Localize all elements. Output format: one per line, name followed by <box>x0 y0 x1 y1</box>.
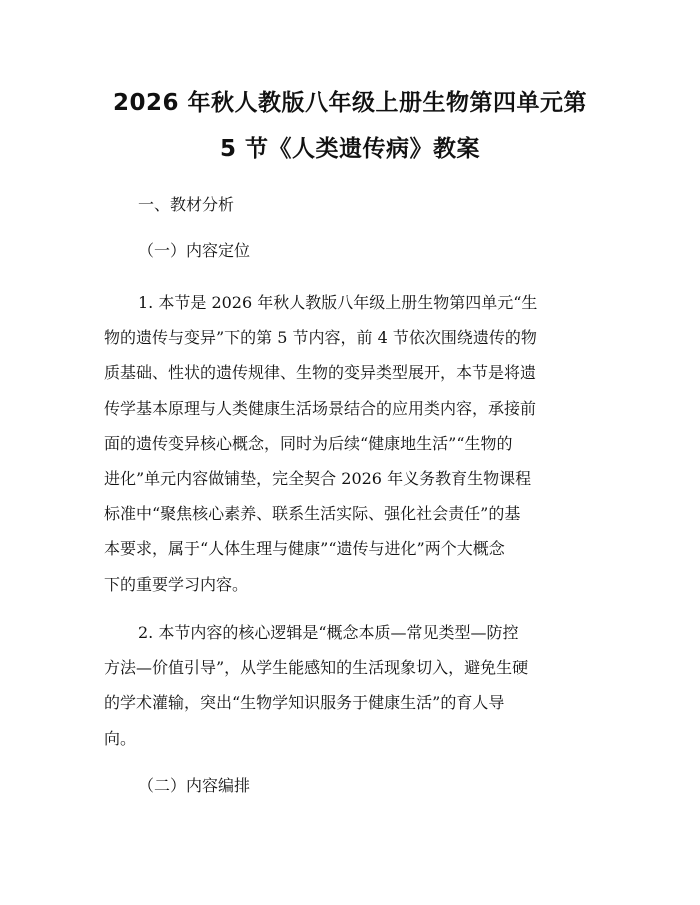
paragraph-1-line: 本要求，属于“人体生理与健康”“遗传与进化”两个大概念 <box>104 539 505 559</box>
paragraph-2-line: 的学术灌输，突出“生物学知识服务于健康生活”的育人导 <box>104 693 505 713</box>
paragraph-2-line: 向。 <box>104 728 137 748</box>
document-title-line-1: 2026 年秋人教版八年级上册生物第四单元第 <box>112 90 588 116</box>
paragraph-1-line: 标准中“聚焦核心素养、联系生活实际、强化社会责任”的基 <box>104 504 521 524</box>
paragraph-1 <box>104 285 596 602</box>
section-heading-teaching-material-analysis: 一、教材分析 <box>138 195 235 214</box>
paragraph-2-line: 方法—价值引导”，从学生能感知的生活现象切入，避免生硬 <box>104 658 529 678</box>
paragraph-1-line: 物的遗传与变异”下的第 5 节内容，前 4 节依次围绕遗传的物 <box>104 328 537 348</box>
paragraph-1-line: 面的遗传变异核心概念，同时为后续“健康地生活”“生物的 <box>104 433 513 453</box>
subsection-heading-content-positioning: （一）内容定位 <box>138 241 251 260</box>
paragraph-2-line: 2. 本节内容的核心逻辑是“概念本质—常见类型—防控 <box>138 623 519 642</box>
subsection-heading-content-arrangement: （二）内容编排 <box>138 776 251 795</box>
document-title-line-2: 5 节《人类遗传病》教案 <box>219 136 480 162</box>
paragraph-1-line: 1. 本节是 2026 年秋人教版八年级上册生物第四单元“生 <box>138 293 538 312</box>
paragraph-2 <box>104 615 596 756</box>
paragraph-1-line: 质基础、性状的遗传规律、生物的变异类型展开，本节是将遗 <box>104 363 537 383</box>
paragraph-1-line: 传学基本原理与人类健康生活场景结合的应用类内容，承接前 <box>104 398 537 418</box>
paragraph-1-line: 进化”单元内容做铺垫，完全契合 2026 年义务教育生物课程 <box>104 468 532 488</box>
paragraph-1-line: 下的重要学习内容。 <box>104 574 249 594</box>
